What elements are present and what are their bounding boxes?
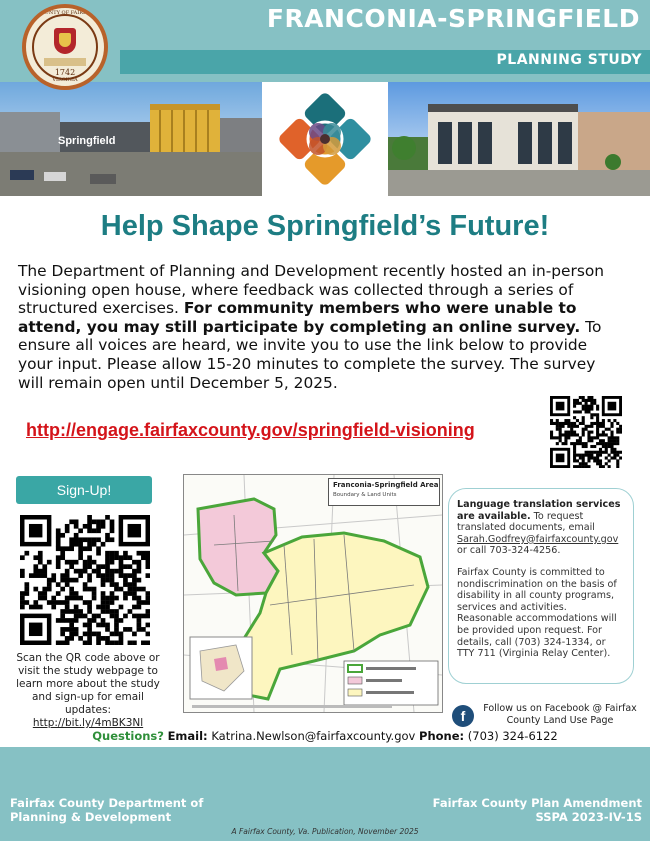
study-area-map — [183, 474, 443, 713]
intro-text-1: The Department of Planning and Development recently hosted an in-person visioning open house, where feedback was collected through a series of structured exercises. — [18, 262, 605, 318]
seal-shield-inner — [59, 33, 71, 47]
footer-left-line-1: Fairfax County Department of — [10, 796, 204, 810]
signup-button[interactable]: Sign-Up! — [16, 476, 152, 504]
intro-text-2: To ensure all voices are heard, we invite you to use the link below to provide your input. Please allow 15-20 minutes to complete the survey. The survey will remain open until December 5, 2025. — [18, 317, 602, 392]
county-seal-logo — [22, 4, 108, 90]
headline: Help Shape Springfield’s Future! — [100, 210, 550, 242]
facebook-icon[interactable]: f — [452, 705, 474, 727]
study-logo-panel — [262, 82, 388, 196]
intro-text-bold: For community members who were unable to attend, you may still participate by completing an online survey. — [18, 299, 581, 336]
publication-note: A Fairfax County, Va. Publication, November 2025 — [231, 827, 419, 836]
springfield-sign-text: Springfield — [58, 135, 116, 147]
seal-top-text: COUNTY OF FAIRFAX — [36, 10, 94, 16]
contact-phone: (703) 324-6122 — [467, 729, 558, 743]
language-services-body: To request translated documents, email — [457, 510, 595, 534]
survey-link[interactable]: http://engage.fairfaxcounty.gov/springfield-visioning — [26, 420, 475, 440]
map-title: Franconia-Springfield Area — [333, 481, 439, 489]
footer-right-line-1: Fairfax County Plan Amendment — [432, 796, 642, 810]
page-title: FRANCONIA-SPRINGFIELD — [266, 4, 640, 33]
page-subtitle: PLANNING STUDY — [496, 52, 642, 68]
seal-ribbon — [44, 58, 86, 66]
signup-qr-code[interactable] — [20, 515, 150, 645]
springfield-building-illustration — [0, 82, 262, 196]
info-spacer — [457, 557, 625, 567]
study-area-map-drawing — [184, 475, 442, 712]
facebook-follow-text[interactable]: Follow us on Facebook @ Fairfax County Land Use Page — [483, 703, 637, 726]
translation-phone: or call 703-324-4256. — [457, 545, 561, 557]
town-center-photo-right — [388, 82, 650, 196]
email-label: Email: — [167, 729, 208, 743]
footer-department — [10, 796, 203, 824]
phone-label: Phone: — [419, 729, 465, 743]
language-services-heading: Language translation services are available. — [457, 499, 621, 522]
map-subtitle: Boundary & Land Units — [333, 492, 397, 498]
signup-instructions — [12, 652, 164, 730]
contact-line — [0, 729, 650, 743]
seal-year: 1742 — [54, 68, 76, 77]
footer-right-line-2: SSPA 2023-IV-1S — [535, 810, 642, 824]
diamond-study-logo — [262, 82, 388, 196]
footer-left-line-2: Planning & Development — [10, 810, 172, 824]
translation-email-link[interactable]: Sarah.Godfrey@fairfaxcounty.gov — [457, 533, 619, 545]
nondiscrimination-text: Fairfax County is committed to nondiscrimination on the basis of disability in all county programs, services and activities. Reasonable accommodations will be provided upon request. For details, call (703) 324-1334, or TTY 711 (Virginia Relay Center). — [457, 566, 617, 660]
intro-paragraph — [18, 262, 618, 392]
map-title-box — [328, 478, 440, 506]
springfield-photo-left — [0, 82, 262, 196]
survey-qr-code[interactable] — [550, 396, 622, 468]
contact-email[interactable]: Katrina.Newlson@fairfaxcounty.gov — [211, 729, 416, 743]
footer-plan-amendment — [433, 796, 642, 824]
signup-short-link[interactable]: http://bit.ly/4mBK3Nl — [32, 717, 144, 729]
town-center-building-illustration — [388, 82, 650, 196]
accessibility-info-box — [448, 488, 634, 684]
scan-instructions-text: Scan the QR code above or visit the study webpage to learn more about the study and sign-up for email updates: — [16, 652, 160, 716]
language-services-text — [457, 499, 625, 557]
questions-label: Questions? — [92, 729, 164, 743]
seal-bottom-text: VIRGINIA — [52, 77, 78, 83]
